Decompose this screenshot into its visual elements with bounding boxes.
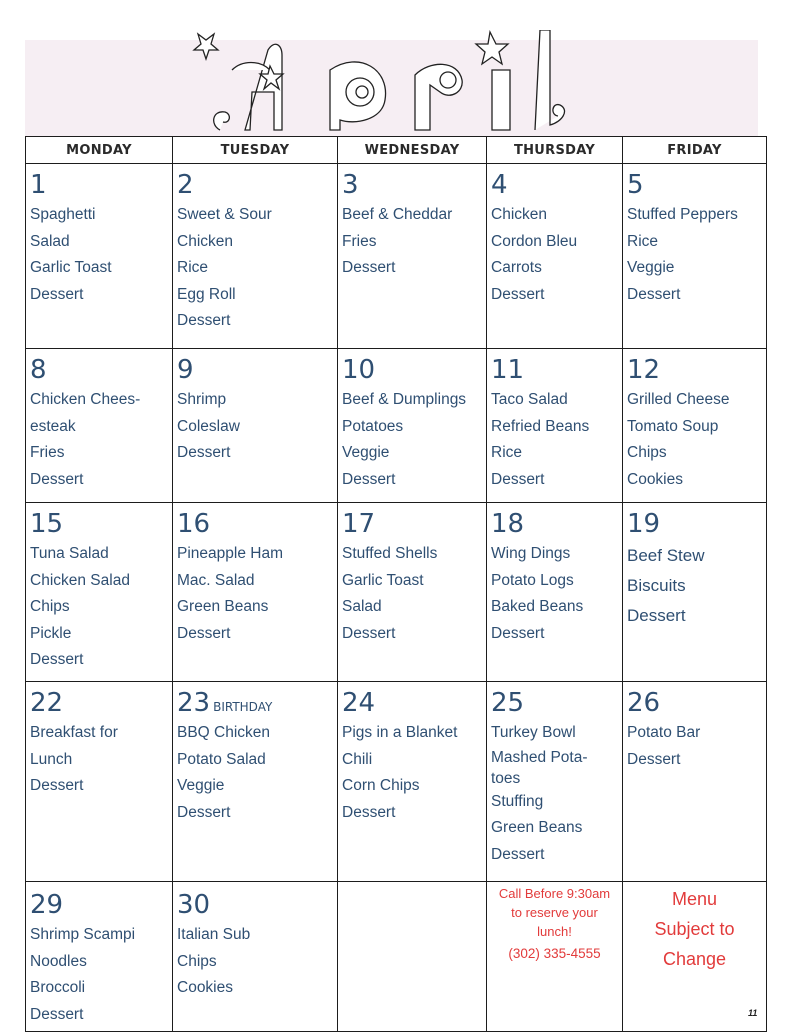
day-number: 18 (491, 509, 525, 539)
reservation-note-line: lunch! (537, 924, 572, 939)
menu-item: Cookies (177, 979, 233, 996)
day-cell (173, 164, 338, 349)
menu-change-line: Subject to (654, 919, 735, 939)
menu-item: Beef & Cheddar (342, 206, 453, 223)
header-friday: FRIDAY (623, 137, 767, 164)
menu-item: Noodles (30, 952, 87, 970)
day-number-value: 23 (177, 688, 211, 718)
day-cell (173, 682, 338, 882)
menu-item: Beef & Dumplings (342, 391, 467, 408)
menu-item: Pineapple Ham (177, 545, 283, 562)
header-monday: MONDAY (26, 137, 173, 164)
star-icon (194, 34, 218, 59)
menu-item: Dessert (177, 444, 231, 461)
day-number: 1 (30, 170, 47, 200)
day-cell (487, 503, 623, 682)
menu-item: esteak (30, 417, 76, 435)
menu-item: Dessert (627, 750, 681, 768)
menu-item: Rice (177, 259, 209, 276)
page-number: 11 (748, 1008, 758, 1018)
menu-item: Mashed Pota- (491, 748, 588, 766)
day-cell (338, 164, 487, 349)
menu-item: Corn Chips (342, 777, 420, 794)
day-number: 29 (30, 890, 64, 920)
menu-item: Carrots (491, 259, 542, 276)
day-number: 25 (491, 688, 525, 718)
menu-item: Cookies (627, 470, 683, 488)
day-cell (26, 682, 173, 882)
menu-item: Dessert (177, 803, 231, 821)
day-cell (487, 164, 623, 349)
menu-item: Wing Dings (491, 545, 571, 562)
menu-item: Salad (30, 232, 70, 250)
menu-item: Dessert (30, 470, 84, 488)
menu-item: Dessert (627, 606, 686, 625)
menu-item: Grilled Cheese (627, 391, 730, 408)
menu-item: Garlic Toast (30, 259, 112, 276)
day-cell (487, 682, 623, 882)
menu-item: Shrimp Scampi (30, 926, 136, 943)
week-row (26, 349, 767, 503)
day-cell (26, 349, 173, 503)
menu-item: Dessert (30, 651, 84, 668)
day-number: 2 (177, 170, 194, 200)
day-cell (26, 164, 173, 349)
weekday-header-row (26, 137, 767, 164)
menu-item: Cordon Bleu (491, 232, 578, 250)
day-cell (338, 503, 487, 682)
menu-item: Dessert (627, 285, 681, 303)
day-number: 16 (177, 509, 211, 539)
menu-item: Stuffed Peppers (627, 206, 738, 223)
menu-item: Stuffing (491, 792, 544, 810)
day-cell (173, 503, 338, 682)
menu-item: toes (491, 769, 521, 787)
day-number: 30 (177, 890, 211, 920)
reservation-note-line: to reserve your (511, 905, 598, 920)
menu-item: Potato Salad (177, 750, 266, 768)
menu-item: Potatoes (342, 417, 404, 435)
header-tuesday: TUESDAY (173, 137, 338, 164)
menu-item: Salad (342, 598, 382, 615)
menu-item: Dessert (491, 470, 545, 488)
day-number: 26 (627, 688, 661, 718)
menu-item: Refried Beans (491, 417, 590, 435)
menu-item: Veggie (342, 444, 390, 461)
menu-item: Breakfast for (30, 724, 118, 741)
day-number: 19 (627, 509, 661, 539)
menu-item: Fries (30, 444, 65, 461)
day-cell (173, 882, 338, 1032)
lunch-menu-calendar (25, 136, 767, 1032)
menu-item: Garlic Toast (342, 571, 424, 589)
menu-item: Turkey Bowl (491, 724, 576, 741)
menu-change-line: Menu (671, 889, 718, 909)
menu-change-note-cell (623, 882, 767, 1032)
day-cell (338, 349, 487, 503)
menu-item: Dessert (491, 285, 545, 303)
menu-item: Chicken Chees- (30, 391, 141, 408)
day-number: 3 (342, 170, 359, 200)
menu-item: Pigs in a Blanket (342, 724, 458, 741)
header-wednesday: WEDNESDAY (338, 137, 487, 164)
menu-item: Rice (491, 444, 523, 461)
week-row (26, 682, 767, 882)
day-number: 24 (342, 688, 376, 718)
menu-item: Egg Roll (177, 285, 236, 303)
menu-item: Chips (627, 444, 667, 461)
day-number: 11 (491, 355, 525, 385)
day-number: 9 (177, 355, 194, 385)
menu-item: Green Beans (177, 598, 269, 615)
april-title-art (190, 30, 610, 140)
menu-item: Dessert (342, 624, 396, 642)
menu-item: Broccoli (30, 979, 86, 996)
menu-item: Stuffed Shells (342, 545, 438, 562)
menu-item: Taco Salad (491, 391, 568, 408)
menu-item: Coleslaw (177, 417, 240, 435)
menu-item: Shrimp (177, 391, 227, 408)
menu-item: Tuna Salad (30, 545, 109, 562)
menu-item: Baked Beans (491, 598, 584, 615)
menu-item: Dessert (177, 312, 231, 329)
menu-item: Dessert (491, 845, 545, 863)
menu-item: Dessert (342, 470, 396, 488)
menu-item: Chili (342, 750, 373, 768)
menu-item: Dessert (30, 1005, 84, 1023)
day-cell (487, 349, 623, 503)
day-cell (623, 682, 767, 882)
day-cell (623, 503, 767, 682)
day-cell (338, 682, 487, 882)
week-row (26, 882, 767, 1032)
menu-item: Veggie (627, 259, 675, 276)
week-row (26, 164, 767, 349)
menu-item: Beef Stew (627, 546, 705, 565)
empty-day-cell (338, 882, 487, 1032)
reservation-note-line: Call Before 9:30am (498, 886, 611, 901)
day-cell (26, 503, 173, 682)
menu-item: Chicken Salad (30, 571, 130, 589)
day-cell (173, 349, 338, 503)
day-number: 8 (30, 355, 47, 385)
day-number: 12 (627, 355, 661, 385)
menu-item: BBQ Chicken (177, 724, 271, 741)
menu-item: Dessert (30, 285, 84, 303)
menu-item: Biscuits (627, 576, 686, 595)
day-number: 5 (627, 170, 644, 200)
menu-item: Italian Sub (177, 926, 251, 943)
day-number: 4 (491, 170, 508, 200)
menu-item: Spaghetti (30, 206, 96, 223)
menu-item: Chicken (177, 232, 233, 250)
header-thursday: THURSDAY (487, 137, 623, 164)
menu-item: Dessert (491, 624, 545, 642)
menu-item: Dessert (342, 803, 396, 821)
menu-item: Chicken (491, 206, 547, 223)
menu-item: Rice (627, 232, 659, 250)
menu-item: Dessert (30, 777, 84, 794)
week-row (26, 503, 767, 682)
day-cell (623, 164, 767, 349)
menu-item: Chips (177, 952, 217, 970)
menu-item: Mac. Salad (177, 571, 255, 589)
menu-item: Pickle (30, 624, 72, 642)
menu-item: Fries (342, 232, 377, 250)
menu-item: Tomato Soup (627, 417, 719, 435)
reservation-note-cell (487, 882, 623, 1032)
menu-item: Green Beans (491, 819, 583, 836)
day-number: 17 (342, 509, 376, 539)
menu-item: Veggie (177, 777, 225, 794)
menu-item: Dessert (342, 259, 396, 276)
day-cell (623, 349, 767, 503)
birthday-label: BIRTHDAY (213, 700, 273, 714)
menu-item: Chips (30, 598, 70, 615)
menu-item: Potato Bar (627, 724, 701, 741)
day-number: 10 (342, 355, 376, 385)
day-cell (26, 882, 173, 1032)
menu-item: Sweet & Sour (177, 206, 272, 223)
day-number: 22 (30, 688, 64, 718)
menu-item: Lunch (30, 750, 73, 768)
menu-item: Dessert (177, 624, 231, 642)
day-number (177, 686, 333, 720)
menu-change-line: Change (662, 949, 727, 969)
day-number: 15 (30, 509, 64, 539)
phone-number: (302) 335-4555 (508, 946, 601, 961)
menu-item: Potato Logs (491, 571, 574, 589)
